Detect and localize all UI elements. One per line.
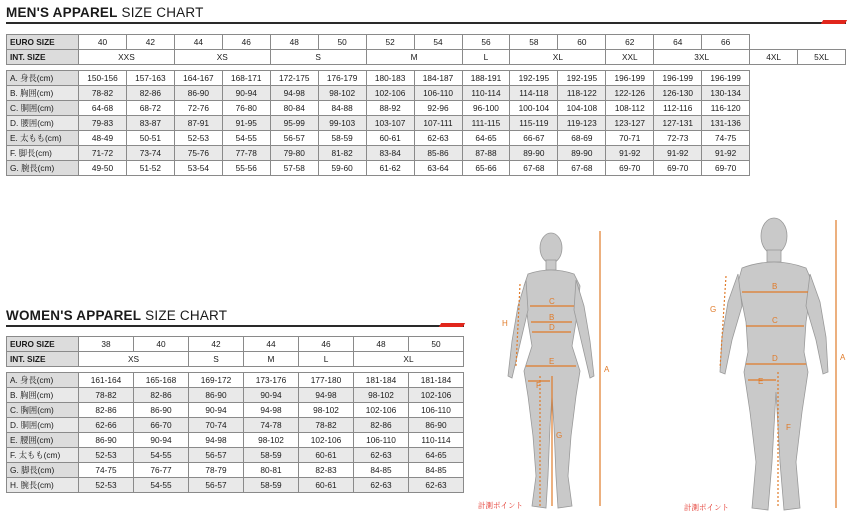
women-measurement-cell: 90-94 xyxy=(189,403,244,418)
men-measurement-cell: 126-130 xyxy=(654,86,702,101)
women-measurement-cell: 84-85 xyxy=(409,463,464,478)
male-body-figure xyxy=(690,212,850,516)
men-measurement-cell: 91-92 xyxy=(606,146,654,161)
women-int-size-cell: XS xyxy=(79,352,189,367)
men-int-size-row xyxy=(7,50,846,65)
women-measurement-cell: 181-184 xyxy=(409,373,464,388)
male-label-g: G xyxy=(710,305,717,314)
women-measurement-cell: 169-172 xyxy=(189,373,244,388)
male-measure-caption: 計測ポイント xyxy=(684,503,729,512)
men-int-size-label: INT. SIZE xyxy=(7,50,79,65)
men-measurement-cell: 80-84 xyxy=(270,101,318,116)
men-measurement-label: E. 太もも(cm) xyxy=(7,131,79,146)
women-measurement-cell: 110-114 xyxy=(409,433,464,448)
men-measurement-cell: 70-71 xyxy=(606,131,654,146)
men-measurement-cell: 78-82 xyxy=(79,86,127,101)
women-measurement-cell: 161-164 xyxy=(79,373,134,388)
women-measurement-cell: 102-106 xyxy=(299,433,354,448)
women-measurement-cell: 82-86 xyxy=(134,388,189,403)
men-measurement-cell: 108-112 xyxy=(606,101,654,116)
men-measurement-cell: 83-87 xyxy=(126,116,174,131)
men-measurement-cell: 100-104 xyxy=(510,101,558,116)
men-measurement-cell: 55-56 xyxy=(222,161,270,176)
men-measurement-cell: 67-68 xyxy=(510,161,558,176)
men-measurement-cell: 79-83 xyxy=(79,116,127,131)
men-measurement-cell: 52-53 xyxy=(174,131,222,146)
women-int-size-label: INT. SIZE xyxy=(7,352,79,367)
women-measurement-cell: 86-90 xyxy=(134,403,189,418)
male-label-b: B xyxy=(772,282,778,291)
men-measurement-row xyxy=(7,146,846,161)
men-measurement-cell: 110-114 xyxy=(462,86,510,101)
men-title-accent xyxy=(821,20,847,24)
men-measurement-cell: 96-100 xyxy=(462,101,510,116)
men-measurement-cell: 196-199 xyxy=(654,71,702,86)
women-measurement-row xyxy=(7,448,464,463)
women-int-size-row xyxy=(7,352,464,367)
women-measurement-label: H. 腕長(cm) xyxy=(7,478,79,493)
men-measurement-cell: 116-120 xyxy=(702,101,750,116)
female-label-d: D xyxy=(549,323,555,332)
men-euro-size-cell: 62 xyxy=(606,35,654,50)
men-euro-size-cell: 46 xyxy=(222,35,270,50)
women-measurement-cell: 90-94 xyxy=(244,388,299,403)
men-measurement-cell: 150-156 xyxy=(79,71,127,86)
women-int-size-cell: XL xyxy=(354,352,464,367)
men-title-light: SIZE CHART xyxy=(121,5,204,20)
women-euro-size-cell: 46 xyxy=(299,337,354,352)
women-measurement-cell: 94-98 xyxy=(189,433,244,448)
women-measurement-cell: 90-94 xyxy=(134,433,189,448)
women-measurement-cell: 86-90 xyxy=(79,433,134,448)
men-measurement-cell: 115-119 xyxy=(510,116,558,131)
men-measurement-cell: 76-80 xyxy=(222,101,270,116)
men-size-chart-title xyxy=(6,5,204,20)
men-measurement-label: D. 腰囲(cm) xyxy=(7,116,79,131)
men-measurement-cell: 66-67 xyxy=(510,131,558,146)
women-euro-size-cell: 50 xyxy=(409,337,464,352)
female-label-h: H xyxy=(502,319,508,328)
women-measurement-cell: 102-106 xyxy=(354,403,409,418)
men-measurement-cell: 89-90 xyxy=(510,146,558,161)
men-measurement-row xyxy=(7,161,846,176)
women-measurement-cell: 98-102 xyxy=(299,403,354,418)
men-measurement-cell: 84-88 xyxy=(318,101,366,116)
men-measurement-cell: 63-64 xyxy=(414,161,462,176)
men-measurement-cell: 87-88 xyxy=(462,146,510,161)
male-label-c: C xyxy=(772,316,778,325)
men-int-size-cell: 5XL xyxy=(798,50,846,65)
men-measurement-cell: 49-50 xyxy=(79,161,127,176)
men-measurement-label: B. 胸囲(cm) xyxy=(7,86,79,101)
men-measurement-cell: 71-72 xyxy=(79,146,127,161)
women-measurement-label: B. 胸囲(cm) xyxy=(7,388,79,403)
men-measurement-label: G. 腕長(cm) xyxy=(7,161,79,176)
women-measurement-cell: 82-86 xyxy=(354,418,409,433)
men-measurement-cell: 196-199 xyxy=(606,71,654,86)
men-measurement-cell: 72-73 xyxy=(654,131,702,146)
men-measurement-label: C. 胴囲(cm) xyxy=(7,101,79,116)
women-measurement-cell: 56-57 xyxy=(189,448,244,463)
men-title-bold: MEN'S APPAREL xyxy=(6,5,118,20)
women-measurement-label: D. 胴囲(cm) xyxy=(7,418,79,433)
women-measurement-cell: 181-184 xyxy=(354,373,409,388)
men-measurement-cell: 94-98 xyxy=(270,86,318,101)
women-measurement-cell: 52-53 xyxy=(79,478,134,493)
women-measurement-cell: 74-75 xyxy=(79,463,134,478)
women-measurement-cell: 52-53 xyxy=(79,448,134,463)
women-measurement-cell: 94-98 xyxy=(299,388,354,403)
men-measurement-cell: 77-78 xyxy=(222,146,270,161)
women-measurement-cell: 56-57 xyxy=(189,478,244,493)
men-measurement-cell: 58-59 xyxy=(318,131,366,146)
men-measurement-cell: 68-69 xyxy=(558,131,606,146)
men-measurement-cell: 103-107 xyxy=(366,116,414,131)
women-int-size-cell: L xyxy=(299,352,354,367)
women-measurement-cell: 66-70 xyxy=(134,418,189,433)
women-title-accent xyxy=(439,323,465,327)
female-label-g: G xyxy=(556,431,563,440)
men-measurement-cell: 91-92 xyxy=(702,146,750,161)
women-measurement-cell: 64-65 xyxy=(409,448,464,463)
men-measurement-cell: 172-175 xyxy=(270,71,318,86)
women-int-size-cell: M xyxy=(244,352,299,367)
men-int-size-cell: XS xyxy=(174,50,270,65)
men-measurement-cell: 168-171 xyxy=(222,71,270,86)
men-measurement-cell: 118-122 xyxy=(558,86,606,101)
women-measurement-cell: 78-79 xyxy=(189,463,244,478)
women-euro-size-label: EURO SIZE xyxy=(7,337,79,352)
men-euro-size-cell: 56 xyxy=(462,35,510,50)
men-measurement-cell: 56-57 xyxy=(270,131,318,146)
men-euro-size-cell: 58 xyxy=(510,35,558,50)
men-measurement-cell: 87-91 xyxy=(174,116,222,131)
women-size-table xyxy=(6,336,464,493)
men-measurement-cell: 86-90 xyxy=(174,86,222,101)
men-measurement-row xyxy=(7,86,846,101)
men-measurement-cell: 67-68 xyxy=(558,161,606,176)
men-measurement-cell: 53-54 xyxy=(174,161,222,176)
women-measurement-cell: 60-61 xyxy=(299,448,354,463)
men-measurement-cell: 64-65 xyxy=(462,131,510,146)
men-measurement-cell: 73-74 xyxy=(126,146,174,161)
female-label-b: B xyxy=(549,313,555,322)
men-measurement-cell: 99-103 xyxy=(318,116,366,131)
men-measurement-cell: 164-167 xyxy=(174,71,222,86)
men-measurement-cell: 88-92 xyxy=(366,101,414,116)
men-measurement-cell: 180-183 xyxy=(366,71,414,86)
men-measurement-cell: 48-49 xyxy=(79,131,127,146)
women-measurement-cell: 165-168 xyxy=(134,373,189,388)
women-measurement-row xyxy=(7,388,464,403)
men-measurement-cell: 192-195 xyxy=(558,71,606,86)
men-measurement-cell: 64-68 xyxy=(79,101,127,116)
male-label-a: A xyxy=(840,353,846,362)
female-label-c: C xyxy=(549,297,555,306)
women-measurement-row xyxy=(7,373,464,388)
men-measurement-label: A. 身長(cm) xyxy=(7,71,79,86)
men-measurement-cell: 112-116 xyxy=(654,101,702,116)
women-measurement-cell: 78-82 xyxy=(299,418,354,433)
women-measurement-cell: 74-78 xyxy=(244,418,299,433)
women-measurement-cell: 60-61 xyxy=(299,478,354,493)
men-measurement-cell: 81-82 xyxy=(318,146,366,161)
women-measurement-cell: 106-110 xyxy=(409,403,464,418)
men-measurement-cell: 106-110 xyxy=(414,86,462,101)
men-measurement-cell: 61-62 xyxy=(366,161,414,176)
women-measurement-cell: 102-106 xyxy=(409,388,464,403)
men-euro-size-cell: 50 xyxy=(318,35,366,50)
men-measurement-cell: 157-163 xyxy=(126,71,174,86)
men-measurement-cell: 83-84 xyxy=(366,146,414,161)
men-measurement-cell: 91-92 xyxy=(654,146,702,161)
women-euro-size-cell: 42 xyxy=(189,337,244,352)
women-measurement-cell: 54-55 xyxy=(134,448,189,463)
women-euro-size-cell: 40 xyxy=(134,337,189,352)
women-measurement-cell: 62-63 xyxy=(354,448,409,463)
men-measurement-cell: 192-195 xyxy=(510,71,558,86)
men-euro-size-row xyxy=(7,35,846,50)
men-measurement-cell: 89-90 xyxy=(558,146,606,161)
women-title-light: SIZE CHART xyxy=(145,308,228,323)
men-title-rule xyxy=(6,22,846,24)
men-measurement-cell: 51-52 xyxy=(126,161,174,176)
men-measurement-cell: 69-70 xyxy=(654,161,702,176)
women-measurement-cell: 82-86 xyxy=(79,403,134,418)
women-measurement-label: A. 身長(cm) xyxy=(7,373,79,388)
women-measurement-label: C. 胸囲(cm) xyxy=(7,403,79,418)
men-measurement-row xyxy=(7,101,846,116)
women-measurement-cell: 54-55 xyxy=(134,478,189,493)
men-measurement-cell: 102-106 xyxy=(366,86,414,101)
men-measurement-cell: 107-111 xyxy=(414,116,462,131)
men-measurement-cell: 188-191 xyxy=(462,71,510,86)
women-measurement-cell: 98-102 xyxy=(244,433,299,448)
women-title-bold: WOMEN'S APPAREL xyxy=(6,308,142,323)
men-int-size-cell: S xyxy=(270,50,366,65)
men-measurement-cell: 62-63 xyxy=(414,131,462,146)
men-measurement-cell: 95-99 xyxy=(270,116,318,131)
men-measurement-cell: 111-115 xyxy=(462,116,510,131)
men-measurement-row xyxy=(7,71,846,86)
men-euro-size-cell: 54 xyxy=(414,35,462,50)
women-size-chart-title xyxy=(6,308,227,323)
men-int-size-cell: L xyxy=(462,50,510,65)
men-measurement-cell: 92-96 xyxy=(414,101,462,116)
women-measurement-cell: 58-59 xyxy=(244,478,299,493)
women-measurement-cell: 94-98 xyxy=(244,403,299,418)
men-measurement-cell: 59-60 xyxy=(318,161,366,176)
women-measurement-cell: 58-59 xyxy=(244,448,299,463)
female-label-f: F xyxy=(536,381,541,390)
men-euro-size-cell: 60 xyxy=(558,35,606,50)
male-label-e: E xyxy=(758,377,764,386)
women-measurement-row xyxy=(7,403,464,418)
women-measurement-row xyxy=(7,478,464,493)
men-measurement-cell: 72-76 xyxy=(174,101,222,116)
women-euro-size-cell: 38 xyxy=(79,337,134,352)
women-title-rule xyxy=(6,325,464,327)
men-measurement-cell: 122-126 xyxy=(606,86,654,101)
women-measurement-cell: 98-102 xyxy=(354,388,409,403)
men-measurement-cell: 131-136 xyxy=(702,116,750,131)
men-measurement-cell: 114-118 xyxy=(510,86,558,101)
women-measurement-cell: 173-176 xyxy=(244,373,299,388)
men-euro-size-label: EURO SIZE xyxy=(7,35,79,50)
men-measurement-cell: 90-94 xyxy=(222,86,270,101)
men-euro-size-cell: 64 xyxy=(654,35,702,50)
men-measurement-cell: 68-72 xyxy=(126,101,174,116)
men-measurement-cell: 119-123 xyxy=(558,116,606,131)
women-measurement-cell: 80-81 xyxy=(244,463,299,478)
men-euro-size-cell: 42 xyxy=(126,35,174,50)
male-label-d: D xyxy=(772,354,778,363)
men-measurement-cell: 60-61 xyxy=(366,131,414,146)
men-euro-size-cell: 44 xyxy=(174,35,222,50)
women-measurement-cell: 62-63 xyxy=(354,478,409,493)
men-int-size-cell: XL xyxy=(510,50,606,65)
women-measurement-label: E. 腰囲(cm) xyxy=(7,433,79,448)
men-measurement-cell: 79-80 xyxy=(270,146,318,161)
women-measurement-cell: 78-82 xyxy=(79,388,134,403)
female-label-e: E xyxy=(549,357,555,366)
women-measurement-cell: 62-66 xyxy=(79,418,134,433)
women-measurement-row xyxy=(7,463,464,478)
men-measurement-row xyxy=(7,131,846,146)
female-measure-caption: 計測ポイント xyxy=(478,501,523,510)
men-measurement-cell: 91-95 xyxy=(222,116,270,131)
men-measurement-cell: 127-131 xyxy=(654,116,702,131)
women-int-size-cell: S xyxy=(189,352,244,367)
men-measurement-cell: 82-86 xyxy=(126,86,174,101)
women-euro-size-row xyxy=(7,337,464,352)
women-measurement-cell: 177-180 xyxy=(299,373,354,388)
women-measurement-cell: 86-90 xyxy=(189,388,244,403)
women-measurement-label: G. 脚長(cm) xyxy=(7,463,79,478)
men-euro-size-cell: 66 xyxy=(702,35,750,50)
women-measurement-cell: 70-74 xyxy=(189,418,244,433)
men-int-size-cell: 3XL xyxy=(654,50,750,65)
men-int-size-cell: 4XL xyxy=(750,50,798,65)
men-euro-size-cell: 40 xyxy=(79,35,127,50)
men-size-table xyxy=(6,34,846,176)
men-measurement-cell: 123-127 xyxy=(606,116,654,131)
women-measurement-cell: 82-83 xyxy=(299,463,354,478)
men-euro-size-cell: 52 xyxy=(366,35,414,50)
female-label-a: A xyxy=(604,365,610,374)
men-measurement-cell: 85-86 xyxy=(414,146,462,161)
men-int-size-cell: XXL xyxy=(606,50,654,65)
women-measurement-cell: 62-63 xyxy=(409,478,464,493)
men-measurement-cell: 54-55 xyxy=(222,131,270,146)
men-measurement-row xyxy=(7,116,846,131)
men-measurement-cell: 74-75 xyxy=(702,131,750,146)
men-measurement-cell: 50-51 xyxy=(126,131,174,146)
men-measurement-cell: 57-58 xyxy=(270,161,318,176)
women-measurement-row xyxy=(7,433,464,448)
women-euro-size-cell: 44 xyxy=(244,337,299,352)
men-measurement-label: F. 脚長(cm) xyxy=(7,146,79,161)
women-measurement-cell: 106-110 xyxy=(354,433,409,448)
men-measurement-cell: 184-187 xyxy=(414,71,462,86)
men-euro-size-cell: 48 xyxy=(270,35,318,50)
women-measurement-cell: 84-85 xyxy=(354,463,409,478)
men-measurement-cell: 69-70 xyxy=(606,161,654,176)
women-measurement-label: F. 太もも(cm) xyxy=(7,448,79,463)
women-measurement-row xyxy=(7,418,464,433)
men-measurement-cell: 98-102 xyxy=(318,86,366,101)
men-measurement-cell: 75-76 xyxy=(174,146,222,161)
men-int-size-cell: M xyxy=(366,50,462,65)
men-measurement-cell: 69-70 xyxy=(702,161,750,176)
women-measurement-cell: 86-90 xyxy=(409,418,464,433)
men-measurement-cell: 130-134 xyxy=(702,86,750,101)
men-measurement-cell: 196-199 xyxy=(702,71,750,86)
women-euro-size-cell: 48 xyxy=(354,337,409,352)
men-measurement-cell: 65-66 xyxy=(462,161,510,176)
male-label-f: F xyxy=(786,423,791,432)
men-measurement-cell: 176-179 xyxy=(318,71,366,86)
men-measurement-cell: 104-108 xyxy=(558,101,606,116)
men-int-size-cell: XXS xyxy=(79,50,175,65)
women-measurement-cell: 76-77 xyxy=(134,463,189,478)
female-body-figure xyxy=(476,226,626,516)
